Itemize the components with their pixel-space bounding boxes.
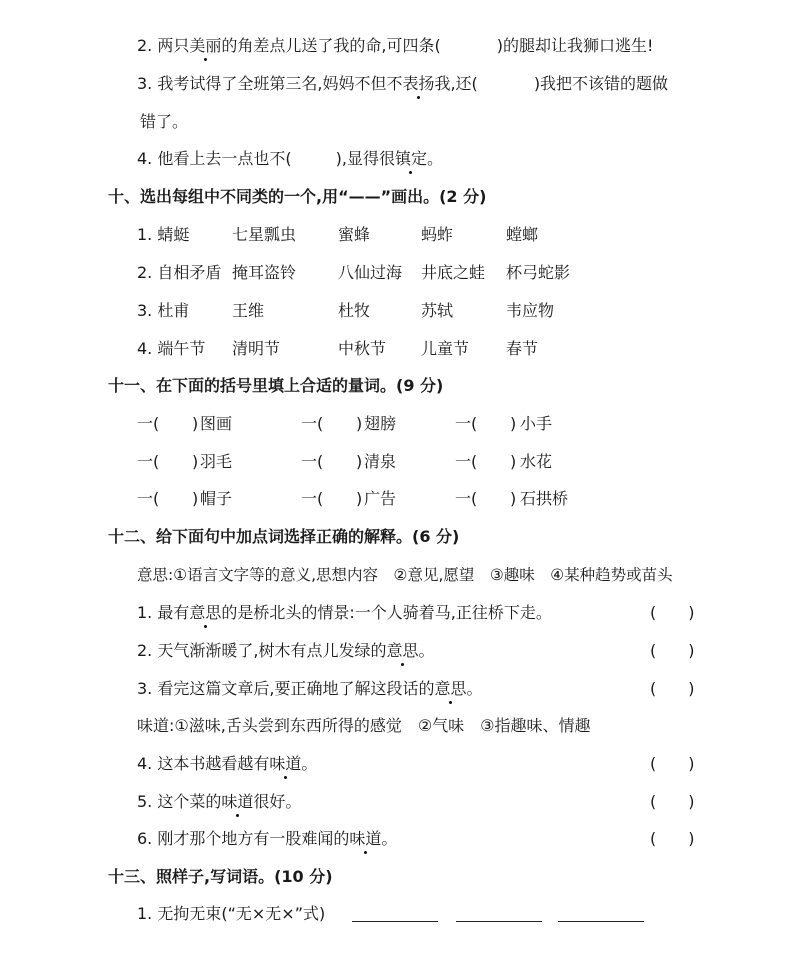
s10-word[interactable]: 4. 端午节 [137, 339, 206, 358]
s11-blank[interactable] [476, 488, 510, 510]
s11-prefix: 一( [137, 414, 160, 433]
s11-close: ) [356, 414, 363, 433]
s11-close: ) [510, 414, 517, 433]
question-3-continued: 错了。 [140, 112, 189, 131]
s10-word[interactable]: 苏轼 [421, 301, 454, 320]
s10-word[interactable]: 七星瓢虫 [232, 225, 297, 244]
section-10-title: 十、选出每组中不同类的一个,用“——”画出。(2 分) [108, 187, 487, 206]
s12-sentence: 5. 这个菜的味道很好。 [137, 792, 302, 811]
s10-row-3 [0, 300, 800, 322]
s10-row-4 [0, 338, 800, 360]
s10-word[interactable]: 王维 [232, 301, 265, 320]
s10-word[interactable]: 蚂蚱 [421, 225, 454, 244]
s11-blank[interactable] [158, 451, 192, 473]
s11-prefix: 一( [301, 489, 324, 508]
s11-row-3 [0, 488, 800, 510]
s11-blank[interactable] [322, 488, 356, 510]
s11-close: ) [510, 452, 517, 471]
s10-row-1 [0, 224, 800, 246]
answer-line-3[interactable] [558, 921, 644, 922]
answer-paren[interactable]: ( ) [650, 754, 695, 773]
s12-item-4 [0, 753, 800, 775]
question-3: 3. 我考试得了全班第三名,妈妈不但不表扬我,还( )我把不该错的题做 [137, 74, 669, 93]
s11-prefix: 一( [455, 452, 478, 471]
answer-paren[interactable]: ( ) [650, 829, 695, 848]
s10-word[interactable]: 杯弓蛇影 [506, 263, 571, 282]
s11-row-1 [0, 413, 800, 435]
s12-sentence: 4. 这本书越看越有味道。 [137, 754, 318, 773]
s10-word[interactable]: 儿童节 [421, 339, 470, 358]
s10-word[interactable]: 井底之蛙 [421, 263, 486, 282]
s12-item-6 [0, 828, 800, 850]
s11-noun: 图画 [200, 414, 233, 433]
s11-blank[interactable] [322, 413, 356, 435]
s11-close: ) [510, 489, 517, 508]
s11-noun: 水花 [520, 452, 553, 471]
s11-noun: 翅膀 [364, 414, 397, 433]
s11-noun: 帽子 [200, 489, 233, 508]
s11-prefix: 一( [301, 452, 324, 471]
s10-word[interactable]: 2. 自相矛盾 [137, 263, 222, 282]
s10-word[interactable]: 螳螂 [506, 225, 539, 244]
definitions-weidao: 味道:①滋味,舌头尝到东西所得的感觉 ②气味 ③指趣味、情趣 [137, 716, 591, 735]
s10-word[interactable]: 春节 [506, 339, 539, 358]
answer-paren[interactable]: ( ) [650, 792, 695, 811]
definitions-yisi: 意思:①语言文字等的意义,思想内容 ②意见,愿望 ③趣味 ④某种趋势或苗头 [137, 566, 673, 584]
section-11-title: 十一、在下面的括号里填上合适的量词。(9 分) [108, 376, 444, 395]
answer-paren[interactable]: ( ) [650, 679, 695, 698]
answer-line-2[interactable] [456, 921, 542, 922]
s12-item-1 [0, 602, 800, 624]
s12-sentence: 1. 最有意思的是桥北头的情景:一个人骑着马,正往桥下走。 [137, 603, 552, 622]
s11-blank[interactable] [476, 413, 510, 435]
s11-close: ) [192, 452, 199, 471]
s12-sentence: 3. 看完这篇文章后,要正确地了解这段话的意思。 [137, 679, 483, 698]
s10-word[interactable]: 杜牧 [338, 301, 371, 320]
s12-sentence: 2. 天气渐渐暖了,树木有点儿发绿的意思。 [137, 641, 435, 660]
s10-row-2 [0, 262, 800, 284]
section-13-title: 十三、照样子,写词语。(10 分) [108, 867, 333, 886]
s11-noun: 广告 [364, 489, 397, 508]
s10-word[interactable]: 中秋节 [338, 339, 387, 358]
s11-noun: 清泉 [364, 452, 397, 471]
s10-word[interactable]: 3. 杜甫 [137, 301, 190, 320]
s10-word[interactable]: 韦应物 [506, 301, 555, 320]
s11-blank[interactable] [322, 451, 356, 473]
s12-item-2 [0, 640, 800, 662]
section-12-title: 十二、给下面句中加点词选择正确的解释。(6 分) [108, 527, 460, 546]
s11-blank[interactable] [476, 451, 510, 473]
s11-noun: 石拱桥 [520, 489, 569, 508]
s11-prefix: 一( [455, 489, 478, 508]
s11-close: ) [192, 414, 199, 433]
s11-prefix: 一( [137, 452, 160, 471]
s11-prefix: 一( [137, 489, 160, 508]
s11-blank[interactable] [158, 488, 192, 510]
s11-noun: 小手 [520, 414, 553, 433]
answer-paren[interactable]: ( ) [650, 641, 695, 660]
s10-word[interactable]: 掩耳盗铃 [232, 263, 297, 282]
s13-question-1: 1. 无拘无束(“无×无×”式) [137, 904, 326, 923]
s10-word[interactable]: 八仙过海 [338, 263, 403, 282]
s12-sentence: 6. 刚才那个地方有一股难闻的味道。 [137, 829, 398, 848]
s11-blank[interactable] [158, 413, 192, 435]
question-4: 4. 他看上去一点也不( ),显得很镇定。 [137, 149, 443, 168]
s10-word[interactable]: 清明节 [232, 339, 281, 358]
s10-word[interactable]: 蜜蜂 [338, 225, 371, 244]
s11-prefix: 一( [301, 414, 324, 433]
s11-noun: 羽毛 [200, 452, 233, 471]
s11-prefix: 一( [455, 414, 478, 433]
s11-close: ) [356, 489, 363, 508]
answer-line-1[interactable] [352, 921, 438, 922]
s10-word[interactable]: 1. 蜻蜓 [137, 225, 190, 244]
s11-close: ) [356, 452, 363, 471]
question-2: 2. 两只美丽的角差点儿送了我的命,可四条( )的腿却让我狮口逃生! [137, 36, 654, 55]
s12-item-3 [0, 678, 800, 700]
answer-paren[interactable]: ( ) [650, 603, 695, 622]
s11-close: ) [192, 489, 199, 508]
s12-item-5 [0, 791, 800, 813]
s11-row-2 [0, 451, 800, 473]
